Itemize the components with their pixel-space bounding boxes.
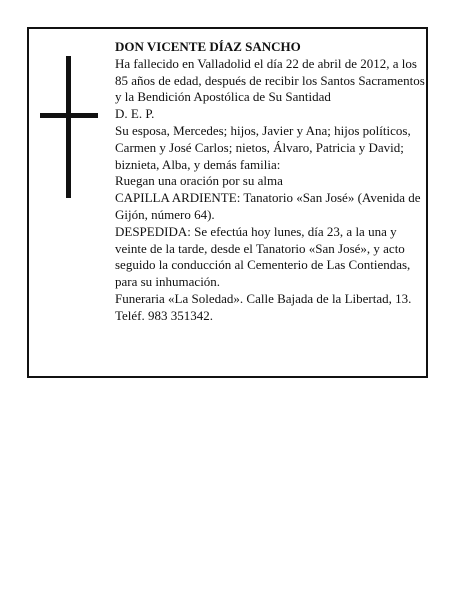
farewell-info: DESPEDIDA: Se efectúa hoy lunes, día 23, a la una y veinte de la tarde, desde el Tanatorio «San José», y acto seguido la conducción al Cementerio de Las Contiendas, para su inhumación.: [115, 223, 411, 290]
obituary-notice: [27, 27, 428, 378]
death-statement: Ha fallecido en Valladolid el día 22 de abril de 2012, a los 85 años de edad, después de recibir los Santos Sacramentos y la Bendición Apostólica de Su Santidad: [115, 55, 425, 105]
obituary-text: [115, 39, 427, 325]
funeral-home-info: Funeraria «La Soledad». Calle Bajada de la Libertad, 13. Teléf. 983 351342.: [115, 290, 412, 323]
cross-vertical-bar: [66, 56, 71, 198]
cross-horizontal-bar: [40, 113, 98, 118]
chapel-info: CAPILLA ARDIENTE: Tanatorio «San José» (Avenida de Gijón, número 64).: [115, 190, 421, 222]
deceased-name: DON VICENTE DÍAZ SANCHO: [115, 39, 301, 54]
family-list: Su esposa, Mercedes; hijos, Javier y Ana; hijos políticos, Carmen y José Carlos; nietos, Álvaro, Patricia y David; biznieta, Alba, y demás familia:: [115, 122, 411, 172]
dep-line: D. E. P.: [115, 106, 155, 122]
prayer-request: Ruegan una oración por su alma: [115, 173, 283, 189]
cross-icon: [40, 56, 98, 198]
